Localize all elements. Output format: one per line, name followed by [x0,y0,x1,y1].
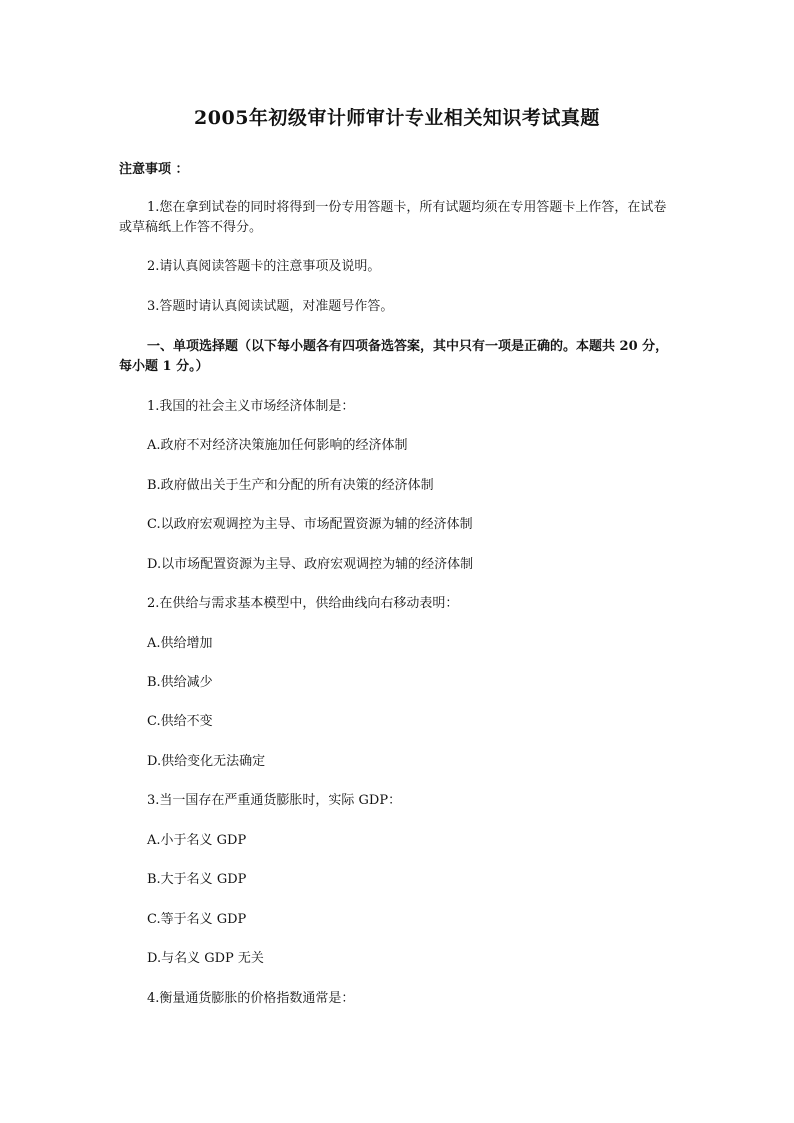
question-option: B.大于名义 GDP [147,872,247,887]
section-heading: 一、单项选择题（以下每小题各有四项备选答案，其中只有一项是正确的。本题共 20 分，每小题 1 分。） [119,339,669,374]
question-option: D.以市场配置资源为主导、政府宏观调控为辅的经济体制 [147,557,474,572]
question-option: C.供给不变 [147,714,213,729]
question-option: D.供给变化无法确定 [147,754,266,769]
question-option: A.政府不对经济决策施加任何影响的经济体制 [147,438,408,453]
question-stem: 4.衡量通货膨胀的价格指数通常是： [147,991,355,1006]
question-option: A.小于名义 GDP [147,833,247,848]
question-option: D.与名义 GDP 无关 [147,951,264,966]
question-option: C.以政府宏观调控为主导、市场配置资源为辅的经济体制 [147,517,473,532]
notice-heading: 注意事项 ： [119,162,189,177]
notice-3: 3.答题时请认真阅读试题，对准题号作答。 [147,299,394,314]
question-option: C.等于名义 GDP [147,912,247,927]
question-option: B.政府做出关于生产和分配的所有决策的经济体制 [147,478,434,493]
question-option: B.供给减少 [147,675,213,690]
question-stem: 1.我国的社会主义市场经济体制是： [147,399,355,414]
notice-1: 1.您在拿到试卷的同时将得到一份专用答题卡，所有试题均须在专用答题卡上作答，在试卷或草稿纸上作答不得分。 [119,200,667,235]
notice-2: 2.请认真阅读答题卡的注意事项及说明。 [147,259,381,274]
question-stem: 2.在供给与需求基本模型中，供给曲线向右移动表明： [147,596,459,611]
document-title: 2005年初级审计师审计专业相关知识考试真题 [194,107,600,129]
question-option: A.供给增加 [147,636,213,651]
question-stem: 3.当一国存在严重通货膨胀时，实际 GDP： [147,793,402,808]
